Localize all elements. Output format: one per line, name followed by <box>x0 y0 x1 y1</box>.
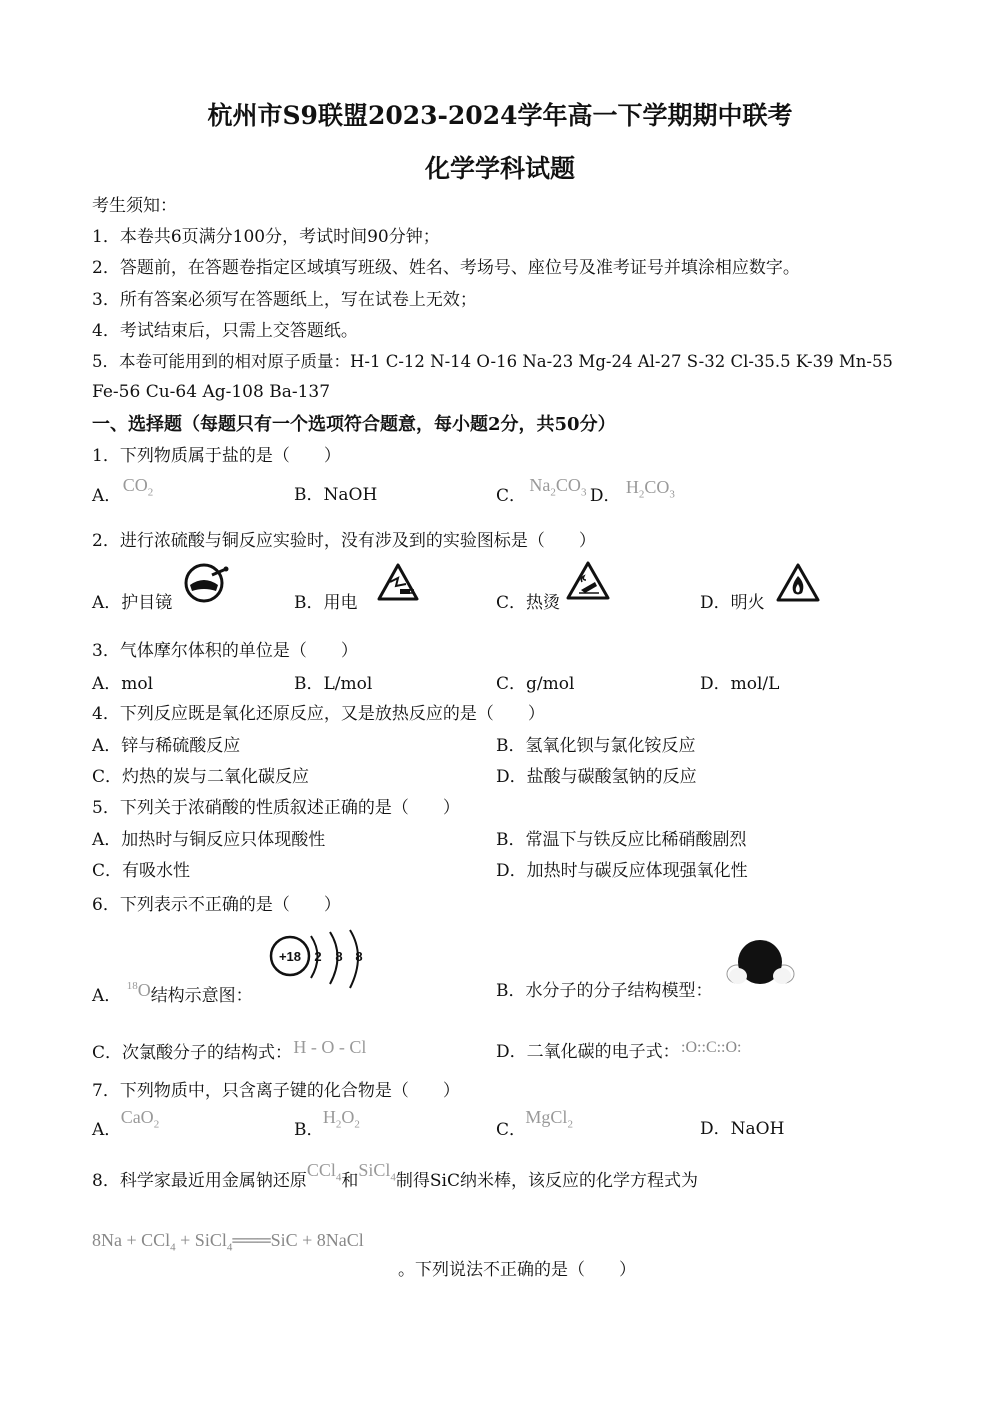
q5-option-c: C．有吸水性 <box>92 861 191 881</box>
option-label: C． <box>496 1120 527 1140</box>
formula: $CO_2$ <box>122 475 154 499</box>
hot-surface-icon <box>565 560 611 602</box>
formula: $H_2CO_3$ <box>625 477 675 501</box>
shell-electron-count: 2 <box>314 949 322 964</box>
notice-heading: 考生须知： <box>92 196 177 216</box>
isotope-formula: $^{18}$O <box>126 980 151 1000</box>
q3-option-c: C．g/mol <box>496 674 575 694</box>
option-label: D． <box>589 486 621 506</box>
formula: $Na_2CO_3$ <box>529 475 587 499</box>
notice-item: 2．答题前，在答题卷指定区域填写班级、姓名、考场号、座位号及准考证号并填涂相应数字。 <box>92 258 800 278</box>
stem-text: 8．科学家最近用金属钠还原 <box>92 1171 307 1191</box>
option-text: C．次氯酸分子的结构式： <box>92 1043 293 1063</box>
question-2-stem: 2．进行浓硫酸与铜反应实验时，没有涉及到的实验图标是（ ） <box>92 531 596 551</box>
q4-option-d: D．盐酸与碳酸氢钠的反应 <box>496 767 697 787</box>
notice-item: 4．考试结束后，只需上交答题纸。 <box>92 321 358 341</box>
exam-title: 杭州市S9联盟2023-2024学年高一下学期期中联考 <box>207 101 793 130</box>
question-1-stem: 1．下列物质属于盐的是（ ） <box>92 446 341 466</box>
question-8-stem <box>92 1160 698 1198</box>
q5-option-a: A．加热时与铜反应只体现酸性 <box>92 830 326 850</box>
water-molecule-model <box>722 938 798 990</box>
question-7-stem: 7．下列物质中，只含离子键的化合物是（ ） <box>92 1081 460 1101</box>
q3-option-d: D．mol/L <box>700 674 780 694</box>
stem-text: 制得SiC纳米棒，该反应的化学方程式为 <box>395 1171 698 1191</box>
question-6-stem: 6．下列表示不正确的是（ ） <box>92 895 341 915</box>
question-4-stem: 4．下列反应既是氧化还原反应，又是放热反应的是（ ） <box>92 704 545 724</box>
q1-option-b: B．NaOH <box>294 485 378 505</box>
q7-option-a <box>92 1107 165 1147</box>
shell-electron-count: 8 <box>335 949 343 964</box>
goggles-icon <box>182 561 230 603</box>
formula: SiCl$_4$ <box>358 1160 396 1184</box>
q2-option-d: D．明火 <box>700 593 765 613</box>
exam-subject: 化学学科试题 <box>424 154 575 183</box>
formula: $H_2O_2$ <box>322 1107 360 1131</box>
atom-nucleus-label: +18 <box>278 949 302 964</box>
chemical-equation: 8Na + CCl$_4$ + SiCl$_4$═══SiC + 8NaCl <box>92 1230 364 1254</box>
shell-electron-count: 8 <box>355 949 363 964</box>
formula: MgCl$_2$ <box>525 1107 573 1131</box>
q4-option-c: C．灼热的炭与二氧化碳反应 <box>92 767 310 787</box>
notice-item: 3．所有答案必须写在答题纸上，写在试卷上无效； <box>92 290 477 310</box>
section-heading: 一、选择题（每题只有一个选项符合题意，每小题2分，共50分） <box>92 414 616 435</box>
q5-option-d: D．加热时与碳反应体现强氧化性 <box>496 861 748 881</box>
q1-option-a <box>92 475 157 513</box>
q1-option-c <box>496 475 679 513</box>
electron-formula: :O::C::O: <box>681 1039 742 1056</box>
option-label: C． <box>496 486 527 506</box>
q3-option-a: A．mol <box>92 674 154 694</box>
open-flame-icon <box>775 562 821 604</box>
option-text: 结构示意图： <box>150 986 253 1006</box>
formula: CCl$_4$ <box>306 1160 342 1184</box>
electricity-icon <box>376 562 420 604</box>
question-8-tail: 。下列说法不正确的是（ ） <box>398 1260 636 1280</box>
question-5-stem: 5．下列关于浓硝酸的性质叙述正确的是（ ） <box>92 798 460 818</box>
q3-option-b: B．L/mol <box>294 674 373 694</box>
q7-option-b <box>294 1107 366 1147</box>
atom-structure-diagram <box>268 928 374 994</box>
structural-formula: H - O - Cl <box>293 1037 367 1057</box>
q2-option-c: C．热烫 <box>496 593 561 613</box>
option-label: A． <box>92 1120 122 1140</box>
option-label: A． <box>92 486 122 506</box>
q4-option-b: B．氢氧化钡与氯化铵反应 <box>496 736 696 756</box>
question-3-stem: 3．气体摩尔体积的单位是（ ） <box>92 641 358 661</box>
q6-option-a <box>92 981 253 1006</box>
option-label: B． <box>294 1120 324 1140</box>
notice-item: Fe-56 Cu-64 Ag-108 Ba-137 <box>92 382 331 402</box>
notice-item: 1．本卷共6页满分100分，考试时间90分钟； <box>92 227 440 247</box>
q6-option-d <box>496 1039 746 1063</box>
q7-option-d: D．NaOH <box>700 1119 785 1139</box>
q2-option-b: B．用电 <box>294 593 358 613</box>
stem-text: 和 <box>341 1171 359 1191</box>
notice-item: 5．本卷可能用到的相对原子质量：H-1 C-12 N-14 O-16 Na-23 Mg-24 Al-27 S-32 Cl-35.5 K-39 Mn-55 <box>92 352 893 371</box>
q2-option-a: A．护目镜 <box>92 593 173 613</box>
q6-option-b: B．水分子的分子结构模型： <box>496 981 713 1001</box>
option-text: D．二氧化碳的电子式： <box>496 1042 680 1062</box>
q4-option-a: A．锌与稀硫酸反应 <box>92 736 241 756</box>
q5-option-b: B．常温下与铁反应比稀硝酸剧烈 <box>496 830 747 850</box>
option-label: A． <box>92 986 122 1006</box>
formula: CaO$_2$ <box>120 1107 160 1131</box>
q7-option-c <box>496 1107 579 1147</box>
q6-option-c <box>92 1037 370 1063</box>
